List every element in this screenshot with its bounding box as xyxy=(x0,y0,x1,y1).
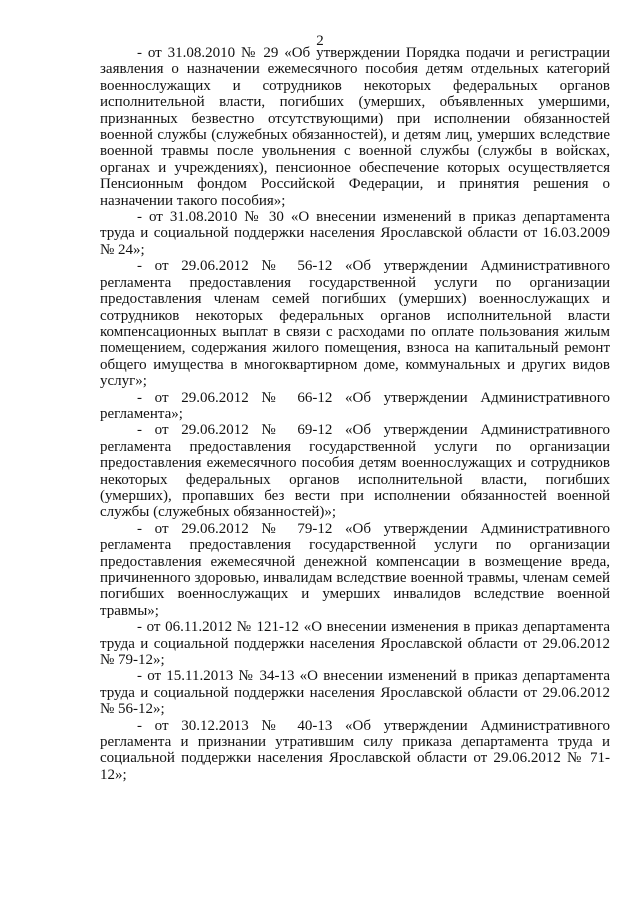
list-item-order-121-12: - от 06.11.2012 № 121-12 «О внесении изменения в приказ департамента труда и социальной поддержки населения Ярославской области от 29.06.2012 № 79-12»; xyxy=(100,619,610,669)
page-number: 2 xyxy=(316,33,324,49)
list-item-order-30: - от 31.08.2010 № 30 «О внесении изменений в приказ департамента труда и социальной поддержки населения Ярославской области от 16.03.2009 № 24»; xyxy=(100,209,610,258)
list-item-order-66-12: - от 29.06.2012 № 66-12 «Об утверждении Административного регламента»; xyxy=(100,389,610,422)
list-item-order-40-13: - от 30.12.2013 № 40-13 «Об утверждении Административного регламента и признании утратившим силу приказа департамента труда и социальной поддержки населения Ярославской области от 29.06.2012 № 71-12»; xyxy=(100,717,610,783)
list-item-order-79-12: - от 29.06.2012 № 79-12 «Об утверждении Административного регламента предоставления государственной услуги по организации предоставления ежемесячной денежной компенсации в возмещение вреда, причиненного здоровью, инвалидам вследствие военной травмы, членам семей погибших военнослужащих и умерших инвалидов вследствие военной травмы»; xyxy=(100,520,610,619)
list-item-order-56-12: - от 29.06.2012 № 56-12 «Об утверждении Административного регламента предоставления государственной услуги по организации предоставления членам семей погибших (умерших) военнослужащих и сотрудников некоторых федеральных органов исполнительной власти компенсационных выплат в связи с расходами по оплате пользования жилым помещением, содержания жилого помещения, взноса на капитальный ремонт общего имущества в многоквартирном доме, коммунальных и других видов услуг»; xyxy=(100,258,610,390)
list-item-order-69-12: - от 29.06.2012 № 69-12 «Об утверждении Административного регламента предоставления государственной услуги по организации предоставления ежемесячного пособия детям военнослужащих и сотрудников некоторых федеральных органов исполнительной власти, погибших (умерших), пропавших без вести при исполнении обязанностей военной службы (служебных обязанностей)»; xyxy=(100,422,610,521)
list-item-order-29: - от 31.08.2010 № 29 «Об утверждении Порядка подачи и регистрации заявления о назначении ежемесячного пособия детям отдельных категорий военнослужащих и сотрудников некоторых федеральных органов исполнительной власти, погибших (умерших, объявленных умершими, признанных безвестно отсутствующими) при исполнении обязанностей военной службы (служебных обязанностей), и детям лиц, умерших вследствие военной травмы после увольнения с военной службы (службы в войсках, органах и учреждениях), пенсионное обеспечение которых осуществляется Пенсионным фондом Российской Федерации, и принятия решения о назначении такого пособия»; xyxy=(100,45,610,209)
list-item-order-34-13: - от 15.11.2013 № 34-13 «О внесении изменений в приказ департамента труда и социальной поддержки населения Ярославской области от 29.06.2012 № 56-12»; xyxy=(100,668,610,718)
document-body xyxy=(100,45,610,783)
